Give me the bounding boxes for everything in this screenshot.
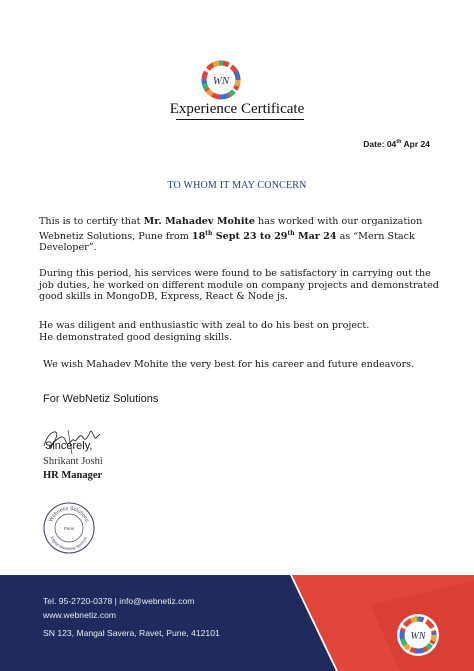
from-rest: Sept 23 to 29 [212,230,288,242]
issue-date [363,139,430,149]
p1-text2: has worked with our organization Webnetiz Solutions, Pune from [39,216,423,242]
to-rest: Mar 24 [294,230,337,242]
conduct-paragraph [39,320,439,343]
p1-text3: as “Mern Stack Developer”. [39,230,415,254]
logo-monogram: WN [212,75,230,87]
footer-contact: Tel. 95-2720-0378 | info@webnetiz.com [43,596,195,606]
company-logo [201,60,241,100]
footer-logo-monogram: WN [410,631,426,642]
stamp-line-1: Webnetiz Solutions [48,505,90,524]
for-company-line: For WebNetiz Solutions [43,393,159,405]
salutation: TO WHOM IT MAY CONCERN [167,180,307,191]
svg-text:Webnetiz Solutions [48,506,90,523]
to-sup: th [287,229,295,237]
from-day: 18 [191,230,206,242]
wishes-paragraph: We wish Mahadev Mohite the very best for his career and future endeavors. [43,359,415,370]
stamp-line-3: Digital Marketing Services [50,535,88,552]
title-underline [176,119,304,120]
footer-website: www.webnetiz.com [43,610,117,620]
conduct-line-2: He demonstrated good designing skills. [39,331,233,343]
p1-text1: This is to certify that [39,216,144,227]
signer-name: Shrikant Joshi [43,456,103,467]
duties-paragraph: During this period, his services were found to be satisfactory in carrying out the job duties, he worked on different module on company projects and demonstrated good skills in MongoDB, Express, React & Node js. [39,268,439,302]
date-rest: Apr 24 [401,139,430,149]
page-title: Experience Certificate [169,101,305,117]
closing: Sincerely, [45,440,93,452]
conduct-line-1: He was diligent and enthusiastic with zeal to do his best on project. [39,320,370,331]
certification-paragraph [39,216,439,254]
date-sup: th [396,139,402,146]
employee-name: Mr. Mahadev Mohite [143,216,255,227]
footer-logo [396,613,440,657]
stamp-line-2: Pune [63,526,75,531]
company-stamp [42,501,96,555]
employment-period [192,231,337,242]
from-sup: th [205,229,213,237]
signer-role: HR Manager [43,470,103,481]
footer-address: SN 123, Mangal Savera, Ravet, Pune, 412101 [43,628,220,638]
date-label: Date: 04 [363,139,397,149]
